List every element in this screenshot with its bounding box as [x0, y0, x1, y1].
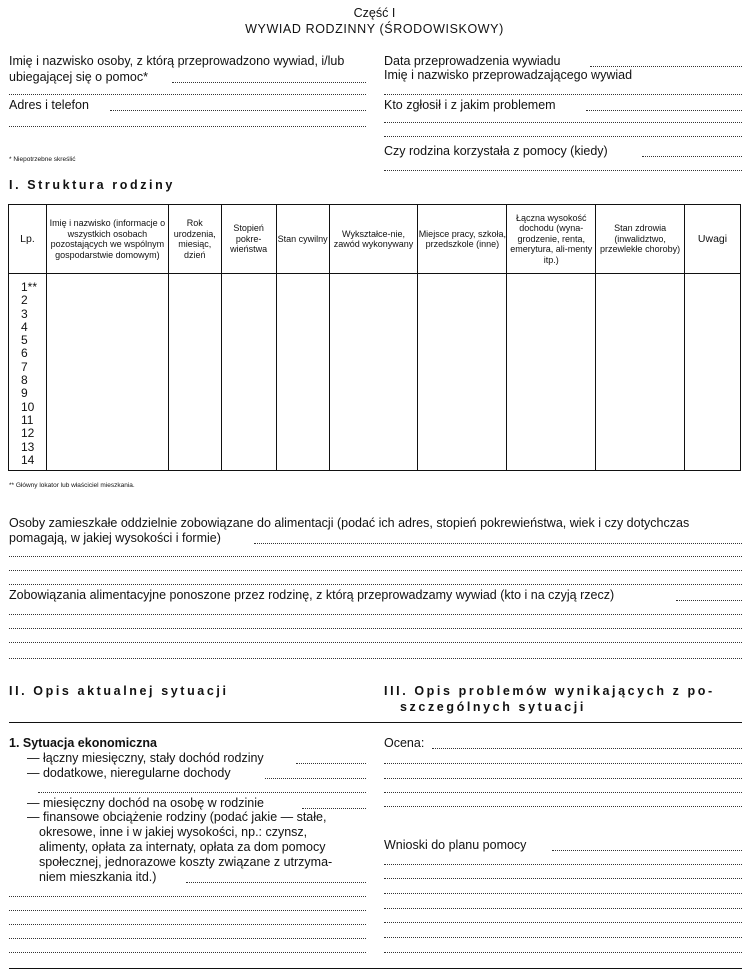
notes-column[interactable]	[685, 274, 741, 471]
row-number: 14	[21, 452, 35, 467]
col-header: Stopień pokre-wieństwa	[221, 205, 276, 274]
bottom-divider	[9, 968, 742, 969]
conclusions-field-7[interactable]	[384, 937, 742, 938]
economic-field-5[interactable]	[9, 952, 366, 953]
reporter-label: Kto zgłosił i z jakim problemem	[384, 98, 556, 112]
interviewer-field[interactable]	[384, 94, 742, 95]
reporter-field[interactable]	[586, 110, 742, 111]
alimony-field[interactable]	[254, 543, 742, 544]
col-header: Lp.	[9, 205, 47, 274]
obligations-field-3[interactable]	[9, 628, 742, 629]
row-number: 11	[21, 412, 34, 427]
date-label: Data przeprowadzenia wywiadu	[384, 54, 561, 68]
table-header-row	[9, 205, 741, 274]
col-header: Rok urodzenia, miesiąc, dzień	[168, 205, 221, 274]
conclusions-field[interactable]	[552, 850, 742, 851]
conclusions-field-6[interactable]	[384, 922, 742, 923]
burden-item-3: alimenty, opłata za internaty, opłata za dom pomocy	[39, 840, 326, 854]
economic-field-4[interactable]	[9, 938, 366, 939]
col-header: Uwagi	[685, 205, 741, 274]
row-number: 1**	[21, 280, 38, 294]
col-header: Imię i nazwisko (informacje o wszystkich osobach pozostających we wspólnym gospodarstwie domowym)	[46, 205, 168, 274]
address-label: Adres i telefon	[9, 98, 89, 112]
health-column[interactable]	[596, 274, 685, 471]
aid-label: Czy rodzina korzystała z pomocy (kiedy)	[384, 144, 608, 158]
burden-item-2: okresowe, inne i w jakiej wysokości, np.: czynsz,	[39, 825, 308, 839]
burden-item: — finansowe obciążenie rodziny (podać jakie — stałe,	[27, 810, 327, 824]
section-3-heading-2: szczególnych sytuacji	[400, 700, 586, 714]
economic-field-3[interactable]	[9, 924, 366, 925]
per-person-field[interactable]	[302, 808, 366, 809]
education-column[interactable]	[329, 274, 418, 471]
col-header: Wykształce-nie, zawód wykonywany	[329, 205, 418, 274]
income-column[interactable]	[507, 274, 596, 471]
section-3-heading: III. Opis problemów wynikających z po-	[384, 684, 715, 698]
alimony-field-4[interactable]	[9, 584, 742, 585]
assessment-field[interactable]	[432, 748, 742, 749]
birth-column[interactable]	[168, 274, 221, 471]
obligations-label: Zobowiązania alimentacyjne ponoszone przez rodzinę, z którą przeprowadzamy wywiad (kto i na czyją rzecz)	[9, 588, 615, 602]
reporter-field-2[interactable]	[384, 122, 742, 123]
form-title: WYWIAD RODZINNY (ŚRODOWISKOWY)	[245, 22, 504, 36]
assessment-label: Ocena:	[384, 736, 425, 750]
aid-field[interactable]	[642, 156, 742, 157]
obligations-field[interactable]	[676, 600, 742, 601]
table-footnote: ** Główny lokator lub właściciel mieszkania.	[9, 482, 135, 489]
obligations-field-5[interactable]	[9, 658, 742, 659]
section-divider	[9, 722, 742, 723]
row-number: 8	[21, 373, 28, 388]
section-2-heading: II. Opis aktualnej sytuacji	[9, 684, 229, 698]
row-number: 10	[21, 399, 35, 414]
family-structure-table	[8, 204, 741, 471]
relation-column[interactable]	[221, 274, 276, 471]
col-header: Łączna wysokość dochodu (wyna-grodzenie, renta, emerytura, ali-menty itp.)	[507, 205, 596, 274]
per-person-item: — miesięczny dochód na osobę w rodzinie	[27, 796, 264, 810]
reporter-field-3[interactable]	[384, 136, 742, 137]
assessment-field-2[interactable]	[384, 763, 742, 764]
footnote-strike: * Niepotrzebne skreślić	[9, 156, 76, 163]
aid-field-2[interactable]	[384, 170, 742, 171]
conclusions-field-4[interactable]	[384, 893, 742, 894]
row-number: 4	[21, 319, 28, 334]
assessment-field-4[interactable]	[384, 792, 742, 793]
conclusions-label: Wnioski do planu pomocy	[384, 838, 527, 852]
conclusions-field-5[interactable]	[384, 908, 742, 909]
lp-cell	[9, 274, 47, 471]
burden-item-4: społecznej, jednorazowe koszty związane z utrzyma-	[39, 855, 333, 869]
row-number: 7	[21, 359, 28, 374]
income-field[interactable]	[296, 763, 366, 764]
burden-field[interactable]	[186, 882, 366, 883]
row-number: 13	[21, 439, 35, 454]
extra-income-field[interactable]	[265, 778, 366, 779]
extra-income-field-2[interactable]	[38, 792, 366, 793]
interviewee-field[interactable]	[172, 82, 366, 83]
alimony-field-3[interactable]	[9, 570, 742, 571]
economic-field-2[interactable]	[9, 910, 366, 911]
row-number: 2	[21, 293, 28, 308]
part-label: Część I	[353, 6, 396, 20]
conclusions-field-3[interactable]	[384, 878, 742, 879]
economic-field-1[interactable]	[9, 896, 366, 897]
alimony-field-2[interactable]	[9, 556, 742, 557]
row-number: 5	[21, 333, 28, 348]
burden-item-5: niem mieszkania itd.)	[39, 870, 157, 884]
extra-income-item: — dodatkowe, nieregularne dochody	[27, 766, 231, 780]
interviewer-label: Imię i nazwisko przeprowadzającego wywiad	[384, 68, 633, 82]
income-item: — łączny miesięczny, stały dochód rodziny	[27, 751, 264, 765]
table-body-row	[9, 274, 741, 471]
interviewee-label: Imię i nazwisko osoby, z którą przeprowadzono wywiad, i/lub	[9, 54, 345, 68]
row-number: 3	[21, 306, 28, 321]
alimony-label: Osoby zamieszkałe oddzielnie zobowiązane do alimentacji (podać ich adres, stopień pokrewieństwa, wiek i czy dotychczas	[9, 516, 690, 530]
row-number: 9	[21, 386, 28, 401]
conclusions-field-8[interactable]	[384, 952, 742, 953]
interviewee-label-2: ubiegającej się o pomoc*	[9, 70, 148, 84]
economic-heading: 1. Sytuacja ekonomiczna	[9, 736, 157, 750]
date-field[interactable]	[590, 66, 742, 67]
obligations-field-2[interactable]	[9, 614, 742, 615]
workplace-column[interactable]	[418, 274, 507, 471]
name-column[interactable]	[46, 274, 168, 471]
row-number: 12	[21, 426, 35, 441]
address-field-2[interactable]	[9, 126, 366, 127]
interviewee-field-2[interactable]	[9, 94, 366, 95]
row-number: 6	[21, 346, 28, 361]
address-field[interactable]	[110, 110, 366, 111]
col-header: Stan zdrowia (inwalidztwo, przewlekłe choroby)	[596, 205, 685, 274]
col-header: Miejsce pracy, szkoła, przedszkole (inne)	[418, 205, 507, 274]
col-header: Stan cywilny	[276, 205, 329, 274]
obligations-field-4[interactable]	[9, 642, 742, 643]
alimony-label-2: pomagają, w jakiej wysokości i formie)	[9, 531, 221, 545]
assessment-field-3[interactable]	[384, 778, 742, 779]
section-1-heading: I. Struktura rodziny	[9, 178, 175, 192]
assessment-field-5[interactable]	[384, 806, 742, 807]
marital-column[interactable]	[276, 274, 329, 471]
conclusions-field-2[interactable]	[384, 864, 742, 865]
